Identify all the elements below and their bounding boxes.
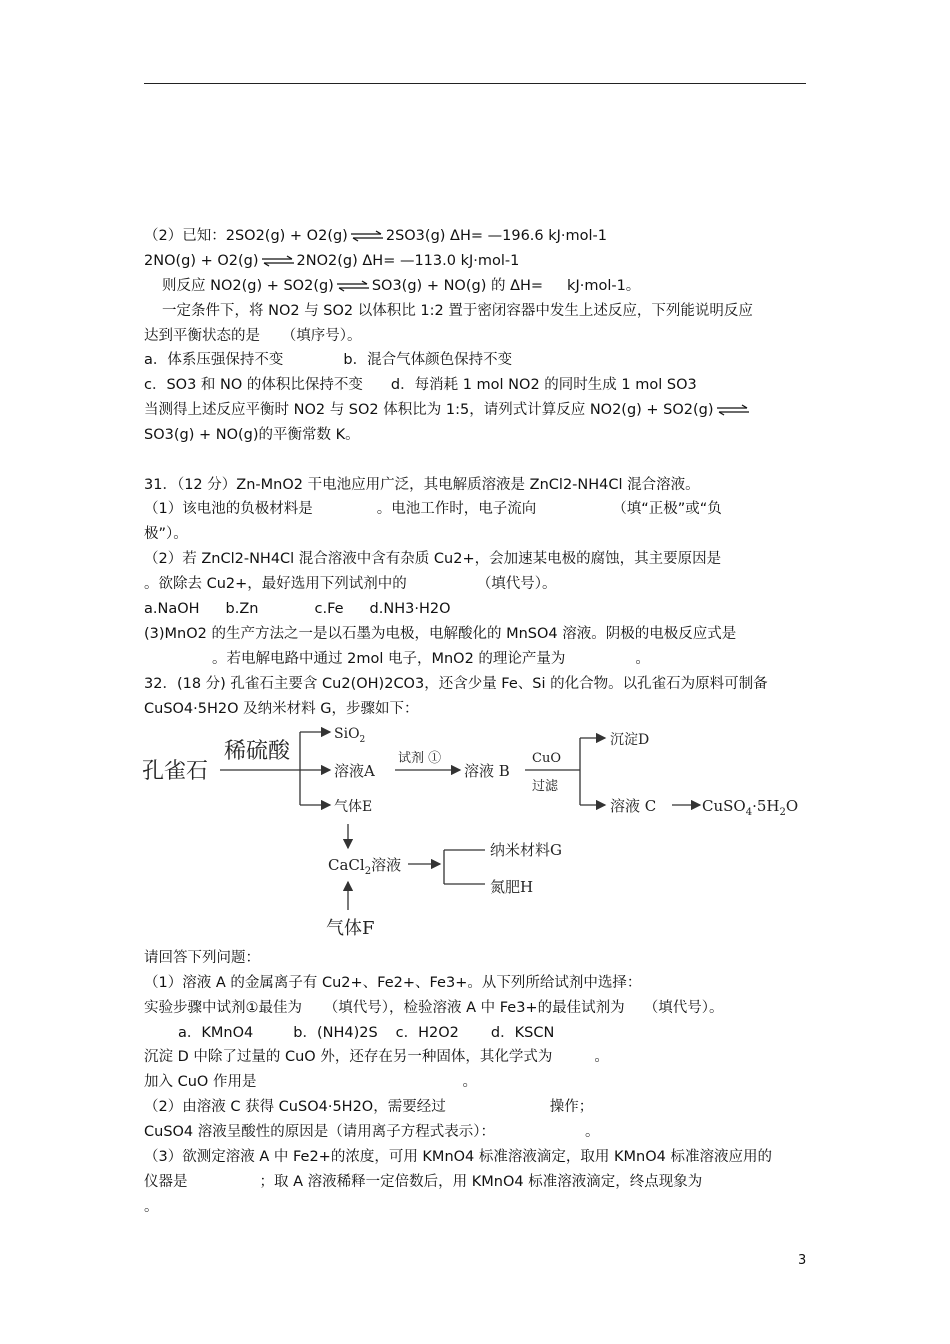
q30-line-8: 当测得上述反应平衡时 NO2 与 SO2 体积比为 1:5，请列式计算反应 NO2(g) + SO2(g) [144, 400, 752, 420]
q31-line-2: （1）该电池的负极材料是 。电池工作时，电子流向 （填“正极”或“负 [144, 501, 722, 517]
q31-line-1: 31．（12 分）Zn-MnO2 干电池应用广泛，其电解质溶液是 ZnCl2-NH4Cl 混合溶液。 [144, 477, 700, 493]
fertilizer-label: 氮肥H [490, 878, 534, 896]
cacl2-label: CaCl$_2$溶液 [328, 856, 402, 877]
header-rule [144, 83, 806, 84]
q31-line-3: 极”）。 [144, 526, 188, 542]
reagent-label: 试剂 ① [398, 751, 442, 766]
q32-line-2: CuSO4·5H2O 及纳米材料 G，步骤如下： [144, 701, 419, 717]
q30-options-cd: c．SO3 和 NO 的体积比保持不变 d．每消耗 1 mol NO2 的同时生成 1 mol SO3 [144, 377, 697, 393]
q30-line-2: 2NO(g) + O2(g) 2NO2(g) ΔH= —113.0 kJ·mol-1 [144, 253, 520, 269]
q31-line-7: (3)MnO2 的生产方法之一是以石墨为电极，电解酸化的 MnSO4 溶液。阴极的电极反应式是 [144, 626, 737, 642]
q32-line-13: 。 [144, 1199, 159, 1215]
sio2-label: SiO$_2$ [334, 726, 366, 745]
equilibrium-arrow-icon [261, 255, 295, 267]
q31-options: a.NaOH b.Zn c.Fe d.NH3·H2O [144, 601, 451, 617]
q31-line-5: 。欲除去 Cu2+，最好选用下列试剂中的 （填代号）。 [144, 576, 557, 592]
q32-line-7: 沉淀 D 中除了过量的 CuO 外，还存在另一种固体，其化学式为 。 [144, 1049, 609, 1065]
q32-line-1: 32．(18 分) 孔雀石主要含 Cu2(OH)2CO3，还含少量 Fe、Si 的化合物。以孔雀石为原料可制备 [144, 676, 768, 692]
q31-line-8: 。若电解电路中通过 2mol 电子，MnO2 的理论产量为 。 [212, 651, 650, 667]
page-number: 3 [798, 1253, 807, 1268]
start-material: 孔雀石 [142, 759, 209, 784]
q32-line-3: 请回答下列问题： [144, 950, 260, 966]
q32-line-4: （1）溶液 A 的金属离子有 Cu2+、Fe2+、Fe3+。从下列所给试剂中选择： [144, 975, 642, 991]
q32-line-11: （3）欲测定溶液 A 中 Fe2+的浓度，可用 KMnO4 标准溶液滴定，取用 KMnO4 标准溶液应用的 [144, 1149, 772, 1165]
q31-line-4: （2）若 ZnCl2-NH4Cl 混合溶液中含有杂质 Cu2+，会加速某电极的腐蚀，其主要原因是 [144, 551, 722, 567]
gas-e-label: 气体E [334, 799, 373, 815]
product-label: $CuSO_4\cdot 5H_2O$ [702, 797, 799, 818]
gas-f-label: 气体F [326, 918, 375, 939]
q32-line-5: 实验步骤中试剂①最佳为 （填代号），检验溶液 A 中 Fe3+的最佳试剂为 （填代号）。 [144, 1000, 724, 1016]
q32-line-8: 加入 CuO 作用是 。 [144, 1074, 477, 1090]
q30-options-ab: a．体系压强保持不变 b．混合气体颜色保持不变 [144, 352, 513, 368]
q30-line-9: SO3(g) + NO(g)的平衡常数 K。 [144, 427, 360, 443]
equilibrium-arrow-icon [350, 230, 384, 242]
nano-material-label: 纳米材料G [490, 841, 562, 859]
solution-b-label: 溶液 B [464, 762, 510, 780]
equilibrium-arrow-icon [716, 404, 750, 416]
q30-line-3: 则反应 NO2(g) + SO2(g) SO3(g) + NO(g) 的 ΔH= kJ·mol-1。 [162, 278, 641, 294]
precipitate-d-label: 沉淀D [610, 732, 650, 748]
q32-line-12: 仪器是 ；取 A 溶液稀释一定倍数后，用 KMnO4 标准溶液滴定，终点现象为 [144, 1174, 703, 1190]
cuo-label: CuO [532, 751, 561, 766]
q32-options: a．KMnO4 b．(NH4)2S c．H2O2 d．KSCN [178, 1025, 555, 1041]
q32-line-9: （2）由溶液 C 获得 CuSO4·5H2O，需要经过 操作； [144, 1099, 594, 1115]
q30-line-1: （2）已知：2SO2(g) + O2(g) 2SO3(g) ΔH= —196.6 kJ·mol-1 [144, 228, 608, 244]
q30-line-4: 一定条件下，将 NO2 与 SO2 以体积比 1:2 置于密闭容器中发生上述反应，下列能说明反应 [162, 303, 753, 319]
filter-label: 过滤 [532, 779, 559, 794]
q32-line-10: CuSO4 溶液呈酸性的原因是（请用离子方程式表示）： 。 [144, 1124, 600, 1140]
process-flow-diagram [140, 720, 820, 942]
solution-c-label: 溶液 C [610, 797, 657, 815]
q30-line-5: 达到平衡状态的是 （填序号）。 [144, 328, 362, 344]
solution-a-label: 溶液A [334, 762, 375, 780]
equilibrium-arrow-icon [336, 280, 370, 292]
acid-label: 稀硫酸 [224, 739, 291, 764]
